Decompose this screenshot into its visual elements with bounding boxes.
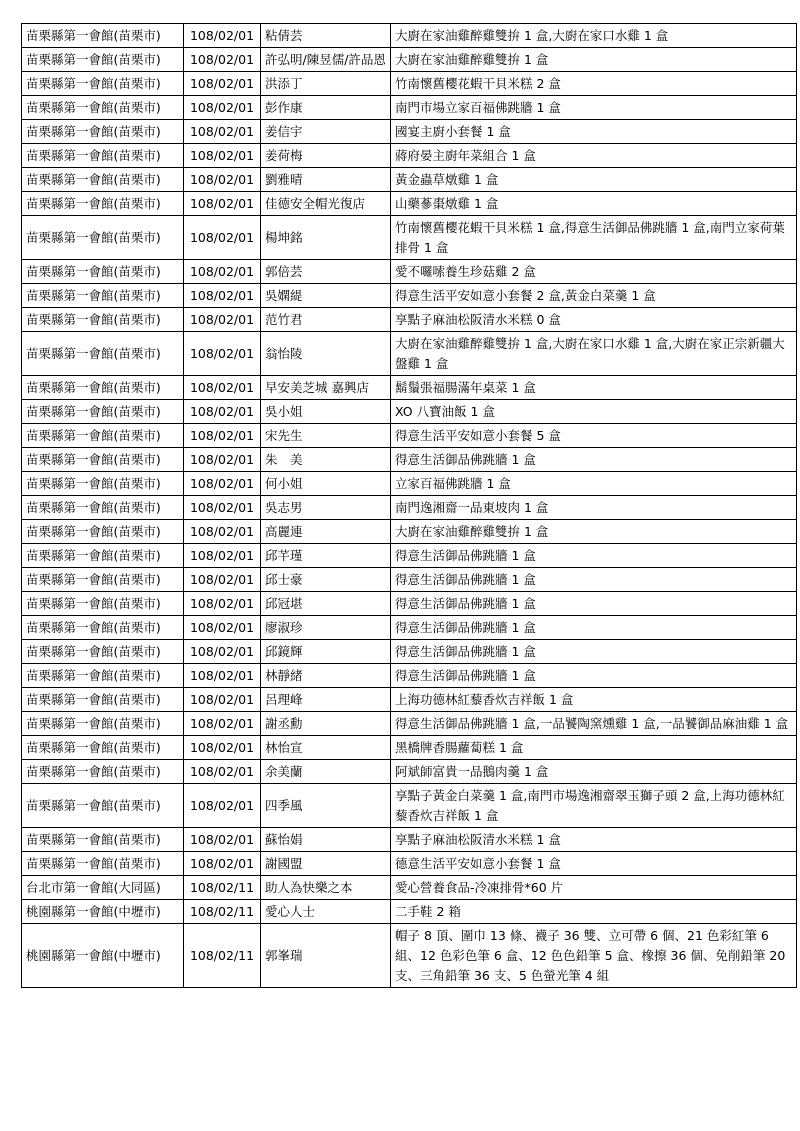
table-row bbox=[22, 736, 797, 760]
item-cell: 得意生活御品佛跳牆 1 盒 bbox=[391, 568, 797, 592]
branch-cell: 苗栗縣第一會館(苗栗市) bbox=[22, 664, 184, 688]
table-row bbox=[22, 760, 797, 784]
item-cell: 阿斌師富貴一品鵝肉羹 1 盒 bbox=[391, 760, 797, 784]
branch-cell: 苗栗縣第一會館(苗栗市) bbox=[22, 424, 184, 448]
donor-cell: 洪添丁 bbox=[261, 72, 391, 96]
date-cell: 108/02/01 bbox=[184, 400, 261, 424]
donor-cell: 姜荷梅 bbox=[261, 144, 391, 168]
item-cell: 得意生活御品佛跳牆 1 盒 bbox=[391, 544, 797, 568]
date-cell: 108/02/01 bbox=[184, 828, 261, 852]
branch-cell: 苗栗縣第一會館(苗栗市) bbox=[22, 496, 184, 520]
table-row bbox=[22, 784, 797, 828]
branch-cell: 苗栗縣第一會館(苗栗市) bbox=[22, 216, 184, 260]
date-cell: 108/02/01 bbox=[184, 72, 261, 96]
branch-cell: 苗栗縣第一會館(苗栗市) bbox=[22, 784, 184, 828]
donor-cell: 四季風 bbox=[261, 784, 391, 828]
branch-cell: 苗栗縣第一會館(苗栗市) bbox=[22, 688, 184, 712]
date-cell: 108/02/01 bbox=[184, 308, 261, 332]
branch-cell: 苗栗縣第一會館(苗栗市) bbox=[22, 544, 184, 568]
donor-cell: 翁怡陵 bbox=[261, 332, 391, 376]
item-cell: 黃金蟲草燉雞 1 盒 bbox=[391, 168, 797, 192]
branch-cell: 苗栗縣第一會館(苗栗市) bbox=[22, 852, 184, 876]
item-cell: 得意生活御品佛跳牆 1 盒 bbox=[391, 640, 797, 664]
donor-cell: 助人為快樂之本 bbox=[261, 876, 391, 900]
date-cell: 108/02/01 bbox=[184, 760, 261, 784]
date-cell: 108/02/01 bbox=[184, 376, 261, 400]
table-row bbox=[22, 688, 797, 712]
branch-cell: 桃園縣第一會館(中壢市) bbox=[22, 900, 184, 924]
branch-cell: 苗栗縣第一會館(苗栗市) bbox=[22, 120, 184, 144]
branch-cell: 苗栗縣第一會館(苗栗市) bbox=[22, 168, 184, 192]
donor-cell: 呂理峰 bbox=[261, 688, 391, 712]
table-row bbox=[22, 448, 797, 472]
donor-cell: 吳小姐 bbox=[261, 400, 391, 424]
item-cell: 得意生活御品佛跳牆 1 盒 bbox=[391, 616, 797, 640]
branch-cell: 苗栗縣第一會館(苗栗市) bbox=[22, 592, 184, 616]
donor-cell: 蘇怡娟 bbox=[261, 828, 391, 852]
table-row bbox=[22, 828, 797, 852]
donor-cell: 邱士豪 bbox=[261, 568, 391, 592]
donor-cell: 劉雅晴 bbox=[261, 168, 391, 192]
item-cell: 立家百福佛跳牆 1 盒 bbox=[391, 472, 797, 496]
table-row bbox=[22, 496, 797, 520]
item-cell: 大廚在家油雞醉雞雙拚 1 盒 bbox=[391, 48, 797, 72]
donor-cell: 高麗連 bbox=[261, 520, 391, 544]
table-row bbox=[22, 216, 797, 260]
date-cell: 108/02/01 bbox=[184, 736, 261, 760]
branch-cell: 苗栗縣第一會館(苗栗市) bbox=[22, 448, 184, 472]
table-row bbox=[22, 400, 797, 424]
item-cell: 蔣府晏主廚年菜組合 1 盒 bbox=[391, 144, 797, 168]
table-row bbox=[22, 544, 797, 568]
branch-cell: 苗栗縣第一會館(苗栗市) bbox=[22, 308, 184, 332]
table-row bbox=[22, 640, 797, 664]
item-cell: 大廚在家油雞醉雞雙拚 1 盒,大廚在家口水雞 1 盒 bbox=[391, 24, 797, 48]
branch-cell: 苗栗縣第一會館(苗栗市) bbox=[22, 192, 184, 216]
donor-cell: 林怡宣 bbox=[261, 736, 391, 760]
date-cell: 108/02/01 bbox=[184, 544, 261, 568]
branch-cell: 苗栗縣第一會館(苗栗市) bbox=[22, 400, 184, 424]
item-cell: 山藥蔘棗燉雞 1 盒 bbox=[391, 192, 797, 216]
donor-cell: 郭倍芸 bbox=[261, 260, 391, 284]
table-row bbox=[22, 592, 797, 616]
donation-records-table bbox=[21, 23, 797, 988]
item-cell: 上海功德林紅藜香炊吉祥飯 1 盒 bbox=[391, 688, 797, 712]
branch-cell: 台北市第一會館(大同區) bbox=[22, 876, 184, 900]
table-row bbox=[22, 120, 797, 144]
item-cell: 鬍鬚張福腸滿年桌菜 1 盒 bbox=[391, 376, 797, 400]
branch-cell: 苗栗縣第一會館(苗栗市) bbox=[22, 48, 184, 72]
records-body bbox=[22, 24, 797, 988]
branch-cell: 桃園縣第一會館(中壢市) bbox=[22, 924, 184, 988]
date-cell: 108/02/01 bbox=[184, 192, 261, 216]
branch-cell: 苗栗縣第一會館(苗栗市) bbox=[22, 260, 184, 284]
branch-cell: 苗栗縣第一會館(苗栗市) bbox=[22, 332, 184, 376]
date-cell: 108/02/01 bbox=[184, 784, 261, 828]
item-cell: 得意生活御品佛跳牆 1 盒 bbox=[391, 664, 797, 688]
date-cell: 108/02/01 bbox=[184, 24, 261, 48]
date-cell: 108/02/01 bbox=[184, 472, 261, 496]
date-cell: 108/02/11 bbox=[184, 924, 261, 988]
item-cell: 大廚在家油雞醉雞雙拚 1 盒,大廚在家口水雞 1 盒,大廚在家正宗新疆大盤雞 1 盒 bbox=[391, 332, 797, 376]
date-cell: 108/02/01 bbox=[184, 48, 261, 72]
donor-cell: 何小姐 bbox=[261, 472, 391, 496]
donor-cell: 邱芊瑾 bbox=[261, 544, 391, 568]
table-row bbox=[22, 852, 797, 876]
table-row bbox=[22, 332, 797, 376]
date-cell: 108/02/01 bbox=[184, 260, 261, 284]
date-cell: 108/02/01 bbox=[184, 616, 261, 640]
table-row bbox=[22, 260, 797, 284]
donor-cell: 林靜緒 bbox=[261, 664, 391, 688]
donor-cell: 朱 美 bbox=[261, 448, 391, 472]
donor-cell: 余美蘭 bbox=[261, 760, 391, 784]
donor-cell: 早安美芝城 嘉興店 bbox=[261, 376, 391, 400]
date-cell: 108/02/01 bbox=[184, 640, 261, 664]
donor-cell: 愛心人士 bbox=[261, 900, 391, 924]
item-cell: 得意生活御品佛跳牆 1 盒 bbox=[391, 592, 797, 616]
donor-cell: 佳德安全帽光復店 bbox=[261, 192, 391, 216]
item-cell: 愛不囉嗦養生珍菇雞 2 盒 bbox=[391, 260, 797, 284]
date-cell: 108/02/01 bbox=[184, 144, 261, 168]
table-row bbox=[22, 616, 797, 640]
table-row bbox=[22, 924, 797, 988]
item-cell: 竹南懷舊櫻花蝦干貝米糕 2 盒 bbox=[391, 72, 797, 96]
donor-cell: 宋先生 bbox=[261, 424, 391, 448]
item-cell: 得意生活平安如意小套餐 2 盒,黃金白菜羹 1 盒 bbox=[391, 284, 797, 308]
table-row bbox=[22, 376, 797, 400]
table-row bbox=[22, 900, 797, 924]
item-cell: XO 八寶油飯 1 盒 bbox=[391, 400, 797, 424]
date-cell: 108/02/01 bbox=[184, 96, 261, 120]
item-cell: 德意生活平安如意小套餐 1 盒 bbox=[391, 852, 797, 876]
date-cell: 108/02/01 bbox=[184, 568, 261, 592]
date-cell: 108/02/01 bbox=[184, 216, 261, 260]
donor-cell: 謝丞勳 bbox=[261, 712, 391, 736]
table-row bbox=[22, 308, 797, 332]
date-cell: 108/02/01 bbox=[184, 664, 261, 688]
date-cell: 108/02/11 bbox=[184, 900, 261, 924]
donor-cell: 邱冠堪 bbox=[261, 592, 391, 616]
item-cell: 得意生活平安如意小套餐 5 盒 bbox=[391, 424, 797, 448]
item-cell: 得意生活御品佛跳牆 1 盒,一品饕陶窯燻雞 1 盒,一品饕御品麻油雞 1 盒 bbox=[391, 712, 797, 736]
table-row bbox=[22, 144, 797, 168]
table-row bbox=[22, 520, 797, 544]
branch-cell: 苗栗縣第一會館(苗栗市) bbox=[22, 376, 184, 400]
date-cell: 108/02/01 bbox=[184, 168, 261, 192]
table-row bbox=[22, 472, 797, 496]
branch-cell: 苗栗縣第一會館(苗栗市) bbox=[22, 568, 184, 592]
date-cell: 108/02/01 bbox=[184, 712, 261, 736]
donor-cell: 謝國盟 bbox=[261, 852, 391, 876]
date-cell: 108/02/01 bbox=[184, 448, 261, 472]
item-cell: 南門逸湘齋一品東坡肉 1 盒 bbox=[391, 496, 797, 520]
donor-cell: 郭峯瑞 bbox=[261, 924, 391, 988]
table-row bbox=[22, 168, 797, 192]
donor-cell: 彭作康 bbox=[261, 96, 391, 120]
date-cell: 108/02/01 bbox=[184, 424, 261, 448]
table-row bbox=[22, 424, 797, 448]
branch-cell: 苗栗縣第一會館(苗栗市) bbox=[22, 520, 184, 544]
branch-cell: 苗栗縣第一會館(苗栗市) bbox=[22, 96, 184, 120]
date-cell: 108/02/01 bbox=[184, 332, 261, 376]
table-row bbox=[22, 876, 797, 900]
donor-cell: 粘倩芸 bbox=[261, 24, 391, 48]
donor-cell: 吳嫻緹 bbox=[261, 284, 391, 308]
table-row bbox=[22, 192, 797, 216]
branch-cell: 苗栗縣第一會館(苗栗市) bbox=[22, 712, 184, 736]
date-cell: 108/02/01 bbox=[184, 592, 261, 616]
table-row bbox=[22, 568, 797, 592]
table-row bbox=[22, 72, 797, 96]
branch-cell: 苗栗縣第一會館(苗栗市) bbox=[22, 828, 184, 852]
donor-cell: 吳志男 bbox=[261, 496, 391, 520]
donor-cell: 楊坤銘 bbox=[261, 216, 391, 260]
branch-cell: 苗栗縣第一會館(苗栗市) bbox=[22, 144, 184, 168]
donor-cell: 范竹君 bbox=[261, 308, 391, 332]
table-row bbox=[22, 48, 797, 72]
item-cell: 享點子麻油松阪清水米糕 0 盒 bbox=[391, 308, 797, 332]
item-cell: 二手鞋 2 箱 bbox=[391, 900, 797, 924]
item-cell: 愛心營養食品-冷凍排骨*60 片 bbox=[391, 876, 797, 900]
table-row bbox=[22, 96, 797, 120]
item-cell: 享點子麻油松阪清水米糕 1 盒 bbox=[391, 828, 797, 852]
item-cell: 竹南懷舊櫻花蝦干貝米糕 1 盒,得意生活御品佛跳牆 1 盒,南門立家荷葉排骨 1 盒 bbox=[391, 216, 797, 260]
branch-cell: 苗栗縣第一會館(苗栗市) bbox=[22, 284, 184, 308]
branch-cell: 苗栗縣第一會館(苗栗市) bbox=[22, 24, 184, 48]
date-cell: 108/02/01 bbox=[184, 120, 261, 144]
date-cell: 108/02/11 bbox=[184, 876, 261, 900]
item-cell: 南門市場立家百福佛跳牆 1 盒 bbox=[391, 96, 797, 120]
table-row bbox=[22, 712, 797, 736]
item-cell: 大廚在家油雞醉雞雙拚 1 盒 bbox=[391, 520, 797, 544]
branch-cell: 苗栗縣第一會館(苗栗市) bbox=[22, 640, 184, 664]
branch-cell: 苗栗縣第一會館(苗栗市) bbox=[22, 616, 184, 640]
donor-cell: 邱鏡輝 bbox=[261, 640, 391, 664]
item-cell: 享點子黃金白菜羹 1 盒,南門市場逸湘齋翠玉獅子頭 2 盒,上海功德林紅藜香炊吉祥飯 1 盒 bbox=[391, 784, 797, 828]
table-row bbox=[22, 284, 797, 308]
date-cell: 108/02/01 bbox=[184, 688, 261, 712]
table-row bbox=[22, 664, 797, 688]
branch-cell: 苗栗縣第一會館(苗栗市) bbox=[22, 736, 184, 760]
donor-cell: 許弘明/陳昱儒/許品恩 bbox=[261, 48, 391, 72]
branch-cell: 苗栗縣第一會館(苗栗市) bbox=[22, 760, 184, 784]
item-cell: 黑橋牌香腸蘿蔔糕 1 盒 bbox=[391, 736, 797, 760]
date-cell: 108/02/01 bbox=[184, 284, 261, 308]
item-cell: 帽子 8 頂、圍巾 13 條、襪子 36 雙、立可帶 6 個、21 色彩紅筆 6 組、12 色彩色筆 6 盒、12 色色鉛筆 5 盒、橡擦 36 個、免削鉛筆 20 支、三角鉛筆 36 支、5 色螢光筆 4 組 bbox=[391, 924, 797, 988]
item-cell: 得意生活御品佛跳牆 1 盒 bbox=[391, 448, 797, 472]
donor-cell: 廖淑珍 bbox=[261, 616, 391, 640]
donor-cell: 姜信宇 bbox=[261, 120, 391, 144]
item-cell: 國宴主廚小套餐 1 盒 bbox=[391, 120, 797, 144]
date-cell: 108/02/01 bbox=[184, 496, 261, 520]
branch-cell: 苗栗縣第一會館(苗栗市) bbox=[22, 472, 184, 496]
table-row bbox=[22, 24, 797, 48]
date-cell: 108/02/01 bbox=[184, 520, 261, 544]
branch-cell: 苗栗縣第一會館(苗栗市) bbox=[22, 72, 184, 96]
date-cell: 108/02/01 bbox=[184, 852, 261, 876]
